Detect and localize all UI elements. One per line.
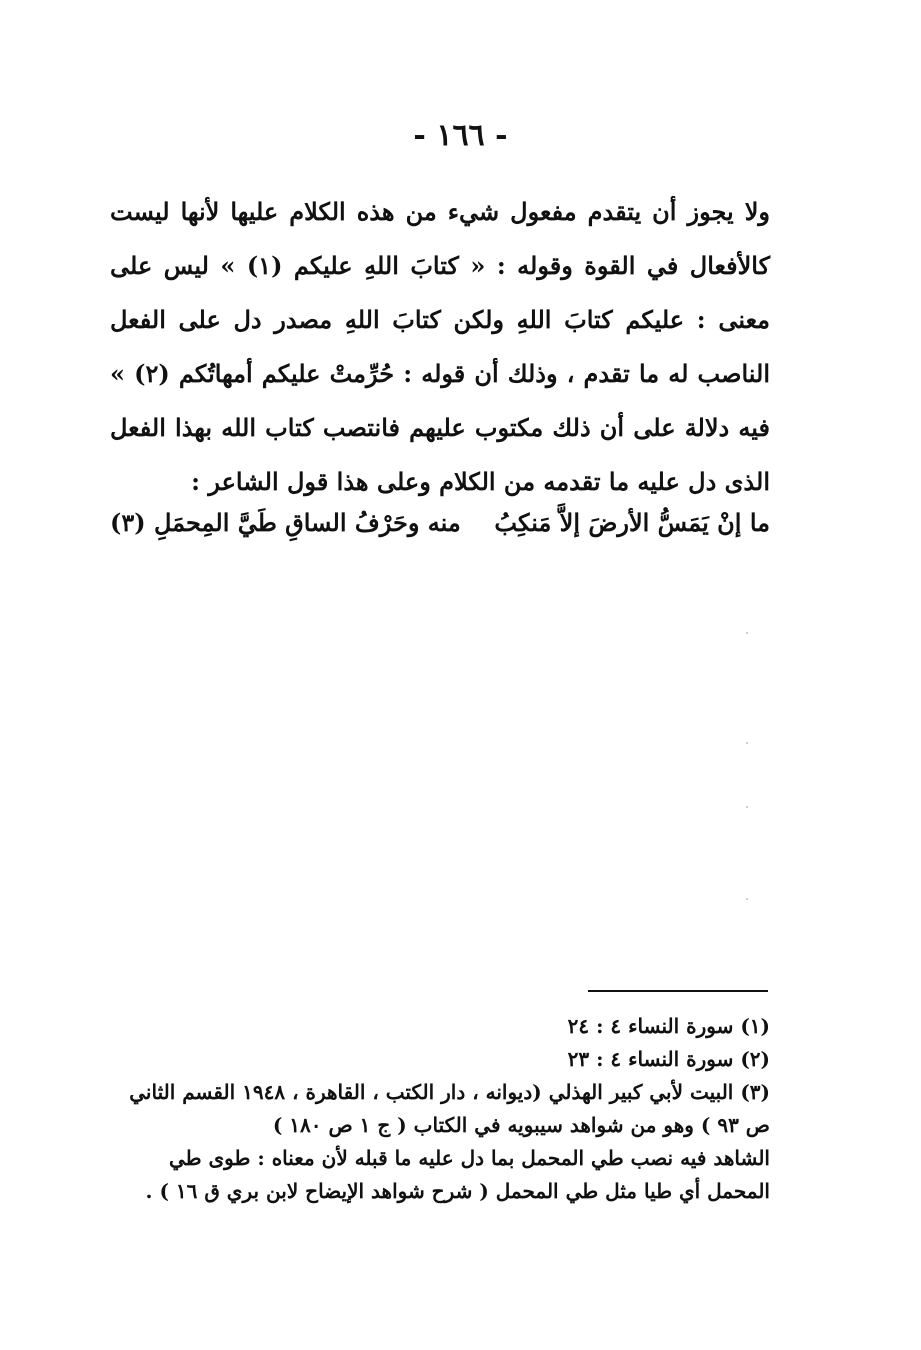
footnote-divider: [588, 990, 768, 992]
poetry-verse: [110, 508, 770, 537]
verse-second-hemistich: منه وحَرْفُ الساقِ طَيَّ المِحمَلِ (٣): [110, 508, 461, 537]
footnote-3-continued: الشاهد فيه نصب طي المحمل بما دل عليه ما قبله لأن معناه : طوى طي المحمل أي طيا مثل طي المحمل ( شرح شواهد الإيضاح لابن بري ق ١٦ ) .: [145, 1146, 770, 1203]
verse-first-hemistich: ما إنْ يَمَسُّ الأرضَ إلاَّ مَنكِبُ: [494, 508, 770, 537]
footnote-1: (١) سورة النساء ٤ : ٢٤: [567, 1014, 770, 1038]
footnote-2: (٢) سورة النساء ٤ : ٢٣: [567, 1047, 770, 1071]
page-number: - ١٦٦ -: [413, 118, 508, 153]
body-text: [110, 185, 770, 509]
body-paragraph: ولا يجوز أن يتقدم مفعول شيء من هذه الكلام عليها لأنها ليست كالأفعال في القوة وقوله : « كتابَ اللهِ عليكم (١) » ليس على معنى : عليكم كتابَ اللهِ ولكن كتابَ اللهِ مصدر دل على الفعل الناصب له ما تقدم ، وذلك أن قوله : حُرِّمتْ عليكم أمهاتُكم (٢) » فيه دلالة على أن ذلك مكتوب عليهم فانتصب كتاب الله بهذا الفعل الذى دل عليه ما تقدمه من الكلام وعلى هذا قول الشاعر :: [110, 197, 771, 496]
footnote-3: (٣) البيت لأبي كبير الهذلي (ديوانه ، دار الكتب ، القاهرة ، ١٩٤٨ القسم الثاني ص ٩٣ ) وهو من شواهد سيبويه في الكتاب ( ج ١ ص ١٨٠ ): [129, 1080, 770, 1137]
footnotes: [100, 1010, 770, 1208]
